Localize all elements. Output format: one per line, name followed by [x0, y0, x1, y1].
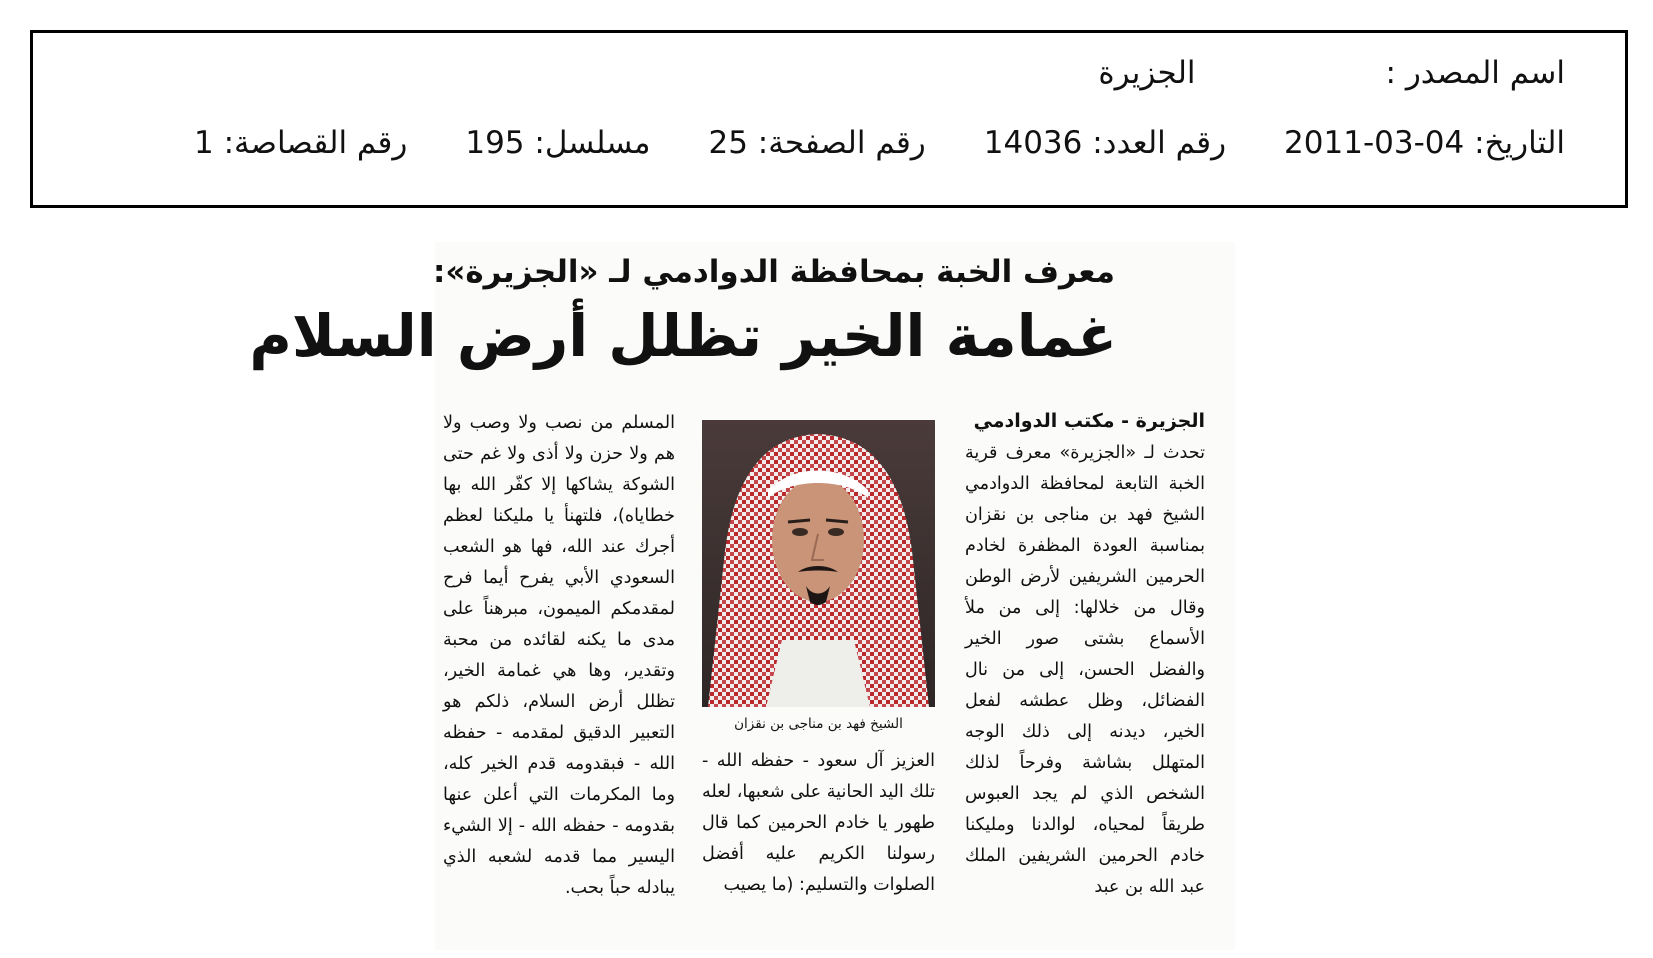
article-column-middle [702, 746, 935, 901]
portrait-photo [702, 420, 935, 707]
issue-number-field: رقم العدد: 14036 [983, 125, 1227, 161]
article-column-left [443, 408, 675, 904]
portrait-figure [702, 420, 935, 735]
article-headline: غمامة الخير تظلل أرض السلام [249, 302, 1117, 370]
article-text-col3: المسلم من نصب ولا وصب ولا هم ولا حزن ولا أذى ولا غم حتى الشوكة يشاكها إلا كفّر الله بها خطاياه)، فلتهنأ يا مليكنا لعظم أجرك عند الله، فها هو الشعب السعودي الأبي يفرح أيما فرح لمقدمكم الميمون، مبرهناً على مدى ما يكنه لقائده من محبة وتقدير، وها هي غمامة الخير، تظلل أرض السلام، ذلكم هو التعبير الدقيق لمقدمه - حفظه الله - فبقدومه قدم الخير كله، وما المكرمات التي أعلن عنها بقدومه - حفظه الله - إلا الشيء اليسير مما قدمه لشعبه الذي يبادله حباً بحب. [443, 413, 675, 898]
source-row [1098, 55, 1565, 91]
photo-caption: الشيخ فهد بن مناجى بن نقزان [734, 716, 903, 732]
page-number-field: رقم الصفحة: 25 [708, 125, 926, 161]
article-kicker: معرف الخبة بمحافظة الدوادمي لـ «الجزيرة»: [432, 254, 1115, 290]
serial-field: مسلسل: 195 [465, 125, 651, 161]
date-field: التاريخ: 04-03-2011 [1284, 125, 1565, 161]
source-label: اسم المصدر : [1385, 55, 1565, 91]
article-byline: الجزيرة - مكتب الدوادمي [973, 410, 1205, 432]
article-column-right [965, 406, 1205, 903]
source-info-box [30, 30, 1628, 208]
newspaper-clipping [249, 242, 1235, 950]
details-row [194, 125, 1565, 161]
clipping-number-field: رقم القصاصة: 1 [194, 125, 408, 161]
source-value: الجزيرة [1098, 55, 1196, 91]
article-text-col2: العزيز آل سعود - حفظه الله - تلك اليد الحانية على شعبها، لعله طهور يا خادم الحرمين كما قال رسولنا الكريم عليه أفضل الصلوات والتسليم: (ما يصيب [702, 751, 935, 895]
article-text-col1: تحدث لـ «الجزيرة» معرف قرية الخبة التابعة لمحافظة الدوادمي الشيخ فهد بن مناجى بن نقزان بمناسبة العودة المظفرة لخادم الحرمين الشريفين لأرض الوطن وقال من خلالها: إلى من ملأ الأسماع بشتى صور الخير والفضل الحسن، إلى من نال الفضائل، وظل عطشه لفعل الخير، ديدنه إلى ذلك الوجه المتهلل بشاشة وفرحاً لذلك الشخص الذي لم يجد العبوس طريقاً لمحياه، لوالدنا ومليكنا خادم الحرمين الشريفين الملك عبد الله بن عبد [965, 443, 1205, 897]
